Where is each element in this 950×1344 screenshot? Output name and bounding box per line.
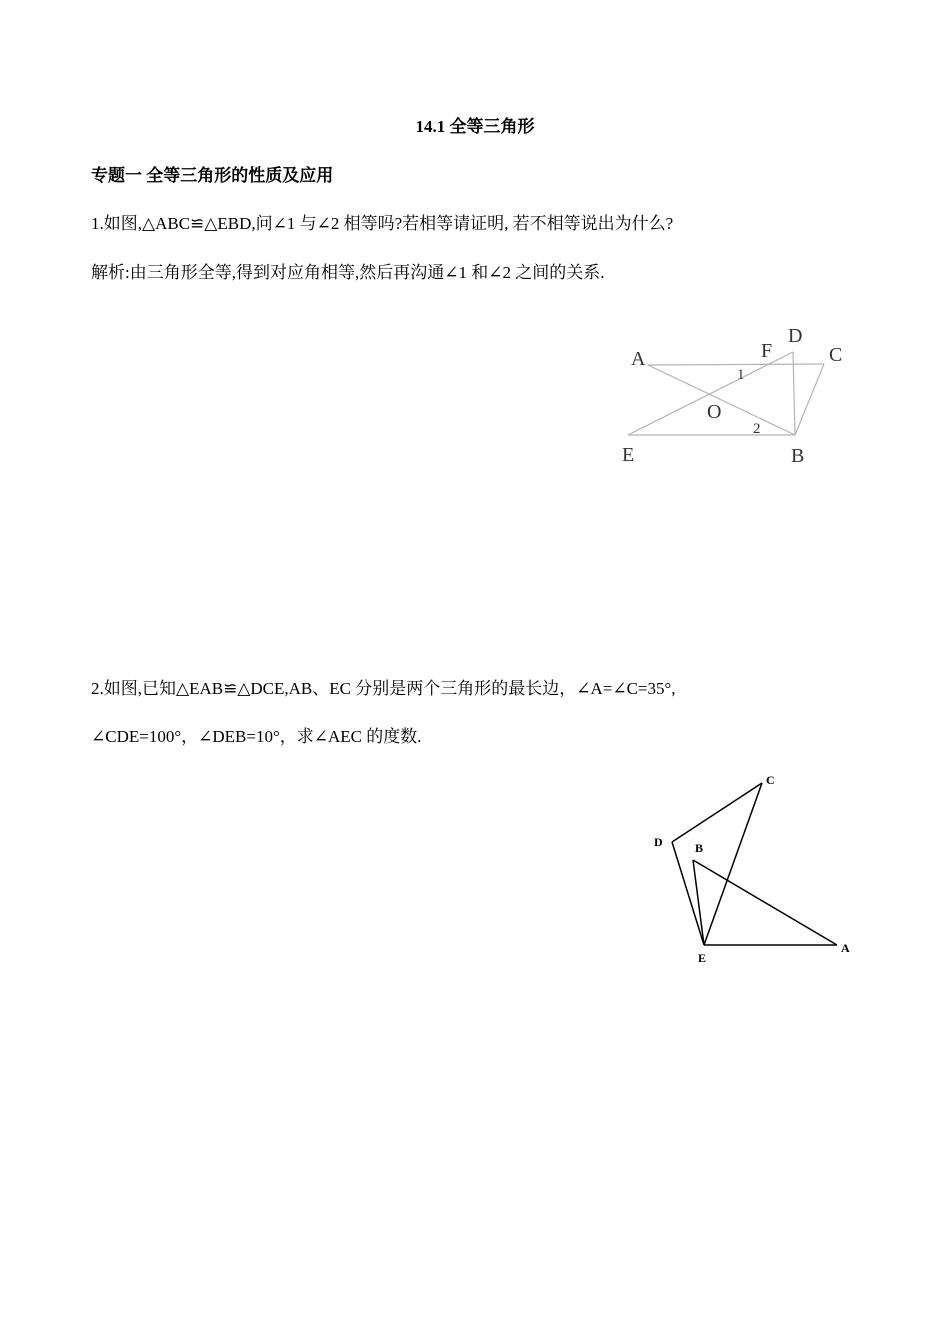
problem1-question: 1.如图,△ABC≌△EBD,问∠1 与∠2 相等吗?若相等请证明, 若不相等说出为什么? [91, 214, 674, 233]
segment-AB [648, 365, 795, 435]
figure-1 [600, 315, 880, 475]
page-title: 14.1 全等三角形 [415, 117, 535, 136]
label-B: B [791, 445, 805, 467]
segment-AC [648, 364, 824, 365]
label-D: D [654, 835, 663, 849]
segment-EC [704, 783, 762, 945]
label-A: A [841, 941, 850, 955]
label-C: C [766, 773, 775, 787]
problem2-question-line2: ∠CDE=100°，∠DEB=10°，求∠AEC 的度数. [91, 727, 422, 746]
label-E: E [698, 951, 707, 965]
label-D: D [788, 325, 803, 347]
label-O: O [707, 401, 722, 423]
problem1-analysis: 解析:由三角形全等,得到对应角相等,然后再沟通∠1 和∠2 之间的关系. [91, 263, 605, 282]
segment-DC [672, 783, 762, 842]
figure-2 [640, 765, 870, 975]
problem2-question-line1: 2.如图,已知△EAB≌△DCE,AB、EC 分别是两个三角形的最长边，∠A=∠C=35°, [91, 679, 676, 698]
label-B: B [695, 841, 704, 855]
segment-DE [672, 842, 704, 945]
label-C: C [829, 344, 843, 366]
segment-CB [795, 364, 824, 435]
label-E: E [622, 444, 635, 466]
label-angle-2: 2 [753, 421, 761, 437]
section-heading: 专题一 全等三角形的性质及应用 [91, 166, 334, 185]
label-angle-1: 1 [737, 367, 745, 383]
label-F: F [761, 340, 773, 362]
label-A: A [631, 348, 646, 370]
segment-BA [693, 860, 837, 945]
segment-EB [693, 860, 704, 945]
